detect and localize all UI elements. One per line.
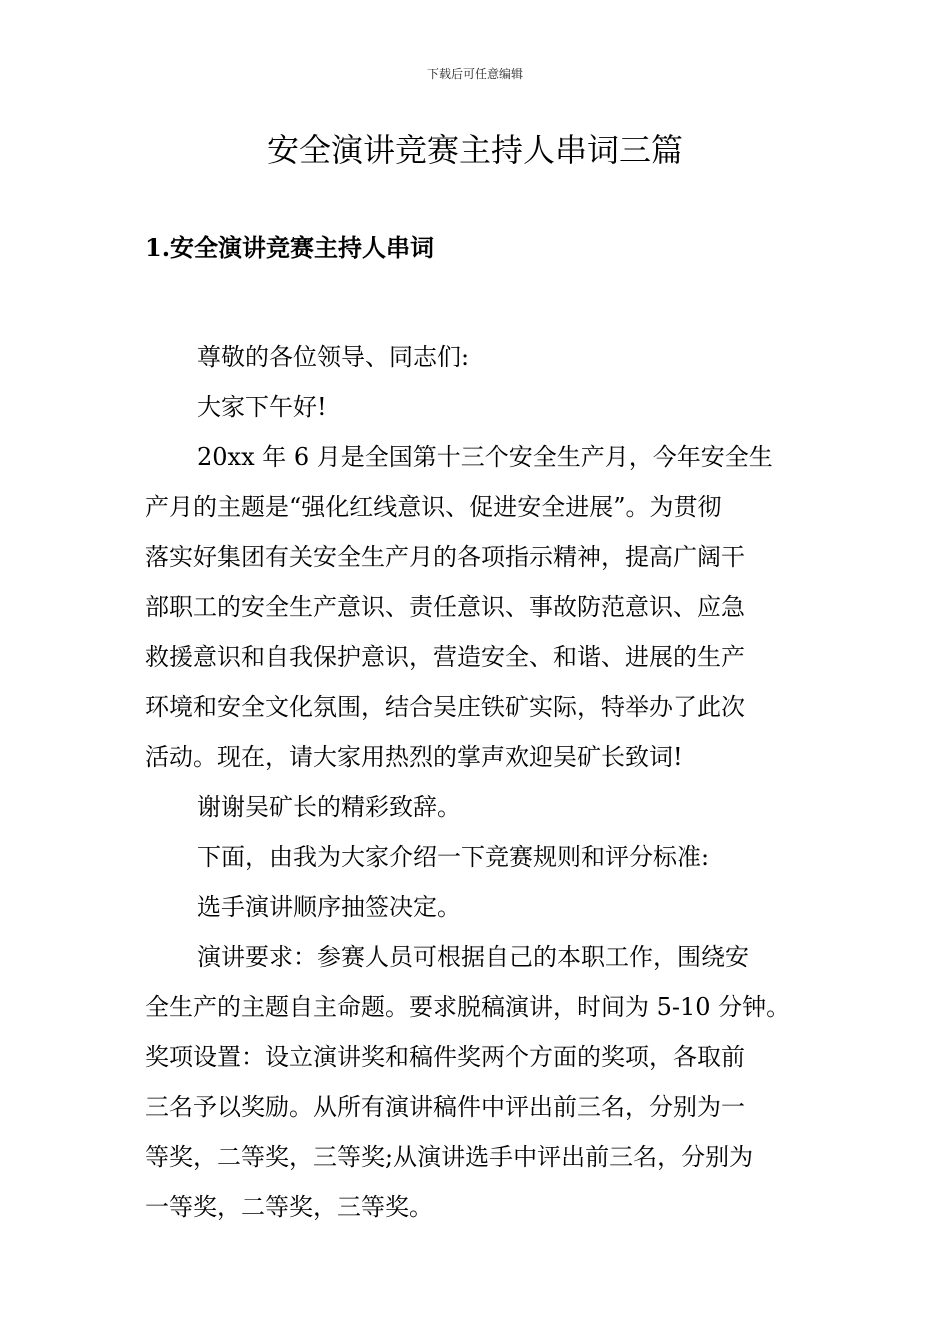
intro-line: 部职工的安全生产意识、责任意识、事故防范意识、应急 xyxy=(145,593,745,621)
rules-intro-paragraph: 下面，由我为大家介绍一下竞赛规则和评分标准: xyxy=(197,843,710,871)
salutation-paragraph: 大家下午好! xyxy=(197,393,327,421)
requirements-line: 演讲要求：参赛人员可根据自己的本职工作，围绕安 xyxy=(197,943,749,971)
requirements-paragraph xyxy=(145,932,825,1232)
intro-line: 活动。现在，请大家用热烈的掌声欢迎吴矿长致词! xyxy=(145,743,683,771)
document-body xyxy=(145,332,825,1232)
requirements-line: 奖项设置：设立演讲奖和稿件奖两个方面的奖项，各取前 xyxy=(145,1043,745,1071)
intro-line: 救援意识和自我保护意识，营造安全、和谐、进展的生产 xyxy=(145,643,745,671)
requirements-line: 全生产的主题自主命题。要求脱稿演讲，时间为 5-10 分钟。 xyxy=(145,993,791,1021)
section-heading: 1.安全演讲竞赛主持人串词 xyxy=(145,233,435,262)
intro-line: 环境和安全文化氛围，结合吴庄铁矿实际，特举办了此次 xyxy=(145,693,745,721)
intro-line: 落实好集团有关安全生产月的各项指示精神，提高广阔干 xyxy=(145,543,745,571)
requirements-line: 三名予以奖励。从所有演讲稿件中评出前三名，分别为一 xyxy=(145,1093,745,1121)
intro-line: 20xx 年 6 月是全国第十三个安全生产月，今年安全生 xyxy=(197,443,773,471)
requirements-line: 等奖，二等奖，三等奖;从演讲选手中评出前三名，分别为 xyxy=(145,1143,754,1171)
order-paragraph: 选手演讲顺序抽签决定。 xyxy=(197,893,461,921)
thanks-paragraph: 谢谢吴矿长的精彩致辞。 xyxy=(197,793,461,821)
intro-paragraph xyxy=(145,432,825,782)
requirements-line: 一等奖，二等奖，三等奖。 xyxy=(145,1193,433,1221)
greeting-paragraph: 尊敬的各位领导、同志们: xyxy=(197,343,470,371)
header-note: 下载后可任意编辑 xyxy=(426,67,523,81)
intro-line: 产月的主题是“强化红线意识、促进安全进展”。为贯彻 xyxy=(145,493,722,521)
document-title: 安全演讲竞赛主持人串词三篇 xyxy=(266,131,683,169)
